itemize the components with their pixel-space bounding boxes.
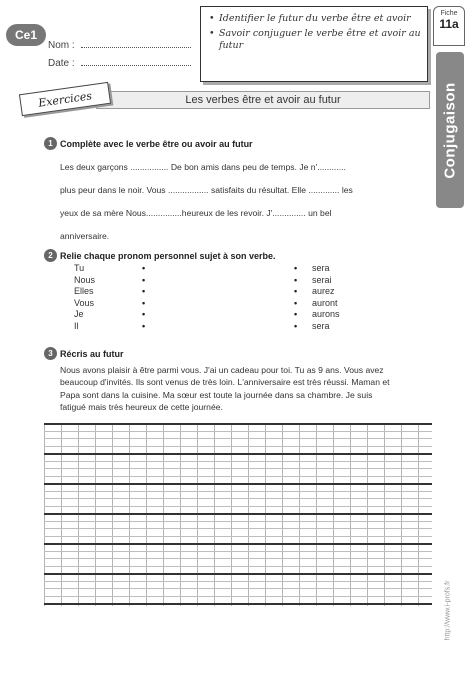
grid-sub-line — [44, 551, 432, 552]
exercise3-instruction: Récris au futur — [60, 349, 124, 359]
grid-main-line — [44, 543, 432, 545]
grid-main-line — [44, 483, 432, 485]
pronoun-list — [74, 263, 95, 333]
pronoun-item: Il — [74, 320, 79, 331]
exercise1-heading — [48, 139, 253, 149]
exercise1-text — [60, 156, 432, 248]
exercise3-text: Nous avons plaisir à être parmi vous. J'ai un cadeau pour toi. Tu as 9 ans. Vous avez beaucoup d'invités. Ils sont venus de très loin. L'anniversaire est très réussi. Maman et Papa sont dans la cuisine. Ma sœur est toute la journée dans sa chambre. Je suis fatigué mais très heureux de cette journée. — [60, 365, 390, 413]
objectives-box — [200, 6, 428, 82]
grid-sub-line — [44, 468, 432, 469]
link-dot[interactable]: • — [142, 320, 146, 331]
subject-sidebar — [436, 52, 464, 208]
pronoun-item: Je — [74, 309, 84, 320]
grid-sub-line — [44, 581, 432, 582]
worksheet-title: Les verbes être et avoir au futur — [96, 91, 430, 109]
fiche-tag — [433, 6, 465, 46]
link-dot[interactable]: • — [294, 297, 298, 308]
objective-item: • Identifier le futur du verbe être et avoir — [209, 13, 421, 25]
verb-item: sera — [312, 263, 330, 273]
grid-sub-line — [44, 476, 432, 477]
writing-grid[interactable] — [44, 423, 432, 606]
exercises-tag: Exercices — [19, 82, 111, 116]
grid-sub-line — [44, 446, 432, 447]
grid-sub-line — [44, 431, 432, 432]
verb-item: aurons — [312, 309, 340, 320]
pronoun-item: Vous — [74, 297, 95, 308]
verb-item: auront — [312, 297, 338, 308]
grid-main-line — [44, 453, 432, 455]
link-dot[interactable]: • — [142, 297, 146, 308]
date-label: Date : — [48, 58, 75, 69]
pronoun-item: Tu — [74, 263, 85, 273]
exercise2-number: 2 — [44, 249, 57, 262]
subject-label: Conjugaison — [441, 81, 459, 179]
grid-sub-line — [44, 566, 432, 567]
name-field[interactable] — [48, 40, 191, 51]
level-badge: Ce1 — [6, 24, 46, 46]
grid-sub-line — [44, 588, 432, 589]
verb-dots — [294, 263, 297, 333]
exercise1-line: Les deux garçons ................ De bon amis dans peu de temps. Je n'............ — [60, 162, 346, 172]
fiche-label: Fiche — [440, 10, 458, 17]
grid-sub-line — [44, 558, 432, 559]
link-dot[interactable]: • — [294, 309, 298, 320]
exercise2-instruction: Relie chaque pronom personnel sujet à son verbe. — [60, 251, 276, 261]
link-dot[interactable]: • — [294, 274, 298, 285]
verb-list — [312, 263, 340, 333]
site-url-container — [440, 560, 456, 660]
date-field[interactable] — [48, 58, 191, 69]
grid-main-line — [44, 573, 432, 575]
exercise1-number: 1 — [44, 137, 57, 150]
verb-item: aurez — [312, 286, 335, 297]
site-url: http://www.i-profs.fr — [444, 580, 452, 640]
pronoun-dots — [142, 263, 145, 333]
exercise1-line: yeux de sa mère Nous...............heureux de les revoir. J'.............. un bel — [60, 208, 332, 218]
grid-main-line — [44, 423, 432, 425]
link-dot[interactable]: • — [294, 286, 298, 297]
name-label: Nom : — [48, 40, 75, 51]
grid-main-line — [44, 513, 432, 515]
link-dot[interactable]: • — [142, 263, 146, 273]
grid-sub-line — [44, 438, 432, 439]
exercise1-line: anniversaire. — [60, 231, 110, 241]
link-dot[interactable]: • — [142, 274, 146, 285]
grid-sub-line — [44, 461, 432, 462]
name-input-line[interactable] — [81, 40, 191, 48]
exercise2-heading — [48, 251, 276, 261]
exercise1-line: plus peur dans le noir. Vous ................. satisfaits du résultat. Elle ............. les — [60, 185, 353, 195]
date-input-line[interactable] — [81, 58, 191, 66]
grid-sub-line — [44, 536, 432, 537]
exercise1-instruction: Complète avec le verbe être ou avoir au futur — [60, 139, 253, 149]
exercise3-number: 3 — [44, 347, 57, 360]
fiche-number: 11a — [439, 17, 459, 31]
objective-item: • Savoir conjuguer le verbe être et avoir au futur — [209, 28, 421, 52]
link-dot[interactable]: • — [142, 286, 146, 297]
grid-sub-line — [44, 596, 432, 597]
grid-sub-line — [44, 498, 432, 499]
grid-main-line — [44, 603, 432, 605]
link-dot[interactable]: • — [142, 309, 146, 320]
link-dot[interactable]: • — [294, 263, 298, 273]
link-dot[interactable]: • — [294, 320, 298, 331]
grid-sub-line — [44, 521, 432, 522]
verb-item: serai — [312, 274, 332, 285]
exercise3-heading — [48, 349, 124, 359]
grid-sub-line — [44, 506, 432, 507]
grid-sub-line — [44, 528, 432, 529]
verb-item: sera — [312, 320, 330, 331]
pronoun-item: Elles — [74, 286, 94, 297]
grid-sub-line — [44, 491, 432, 492]
pronoun-item: Nous — [74, 274, 96, 285]
